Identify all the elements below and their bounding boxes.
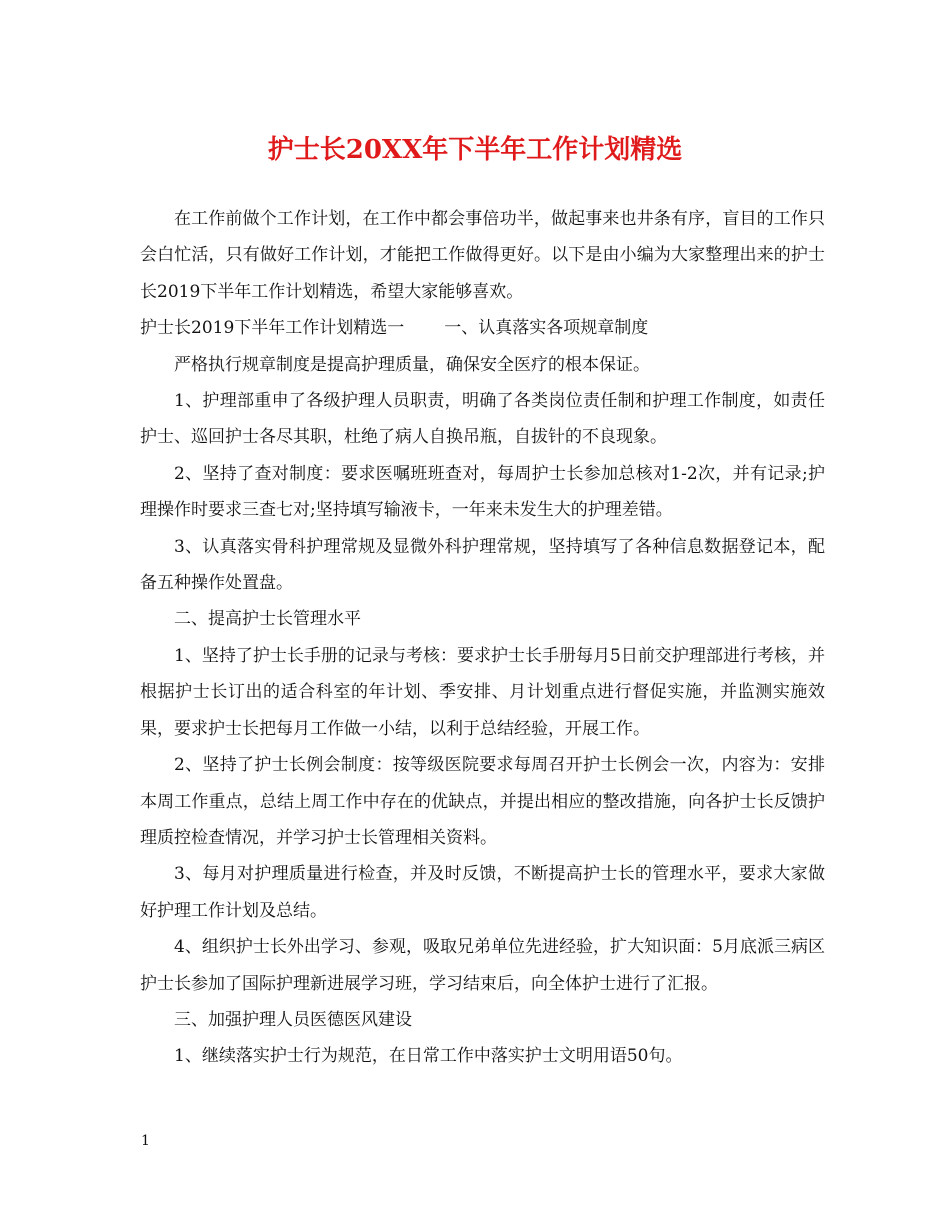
document-body [140,201,825,1075]
section-title-left: 护士长2019下半年工作计划精选一 [140,318,405,339]
section-heading: 二、提高护士长管理水平 [174,609,361,630]
body-paragraph: 严格执行规章制度是提高护理质量，确保安全医疗的根本保证。 [174,354,650,375]
body-paragraph: 2、坚持了护士长例会制度：按等级医院要求每周召开护士长例会一次，内容为：安排本周工作重点，总结上周工作中存在的优缺点，并提出相应的整改措施，向各护士长反馈护理质控检查情况，并学习护士长管理相关资料。 [140,755,825,848]
document-title: 护士长20XX年下半年工作计划精选 [267,135,683,165]
section-heading-line [140,310,825,346]
body-paragraph: 1、护理部重申了各级护理人员职责，明确了各类岗位责任制和护理工作制度，如责任护士、巡回护士各尽其职，杜绝了病人自换吊瓶，自拔针的不良现象。 [140,391,825,448]
body-paragraph: 1、继续落实护士行为规范，在日常工作中落实护士文明用语50句。 [174,1046,683,1067]
page-number: 1 [141,1133,150,1149]
body-paragraph: 3、认真落实骨科护理常规及显微外科护理常规，坚持填写了各种信息数据登记本，配备五种操作处置盘。 [140,536,825,594]
body-paragraph: 3、每月对护理质量进行检查，并及时反馈，不断提高护士长的管理水平，要求大家做好护理工作计划及总结。 [140,864,825,921]
body-paragraph: 1、坚持了护士长手册的记录与考核：要求护士长手册每月5日前交护理部进行考核，并根据护士长订出的适合科室的年计划、季安排、月计划重点进行督促实施，并监测实施效果，要求护士长把每月工作做一小结，以利于总结经验，开展工作。 [140,645,825,739]
section-title-right: 一、认真落实各项规章制度 [444,318,649,339]
section-heading: 三、加强护理人员医德医风建设 [174,1009,412,1030]
intro-paragraph: 在工作前做个工作计划，在工作中都会事倍功半，做起事来也井条有序，盲目的工作只会白忙活，只有做好工作计划，才能把工作做得更好。以下是由小编为大家整理出来的护士长2019下半年工作计划精选，希望大家能够喜欢。 [140,209,825,302]
body-paragraph: 4、组织护士长外出学习、参观，吸取兄弟单位先进经验，扩大知识面：5月底派三病区护士长参加了国际护理新进展学习班，学习结束后，向全体护士进行了汇报。 [140,937,825,994]
body-paragraph: 2、坚持了查对制度：要求医嘱班班查对，每周护士长参加总核对1-2次，并有记录;护理操作时要求三查七对;坚持填写输液卡，一年来未发生大的护理差错。 [140,463,825,521]
